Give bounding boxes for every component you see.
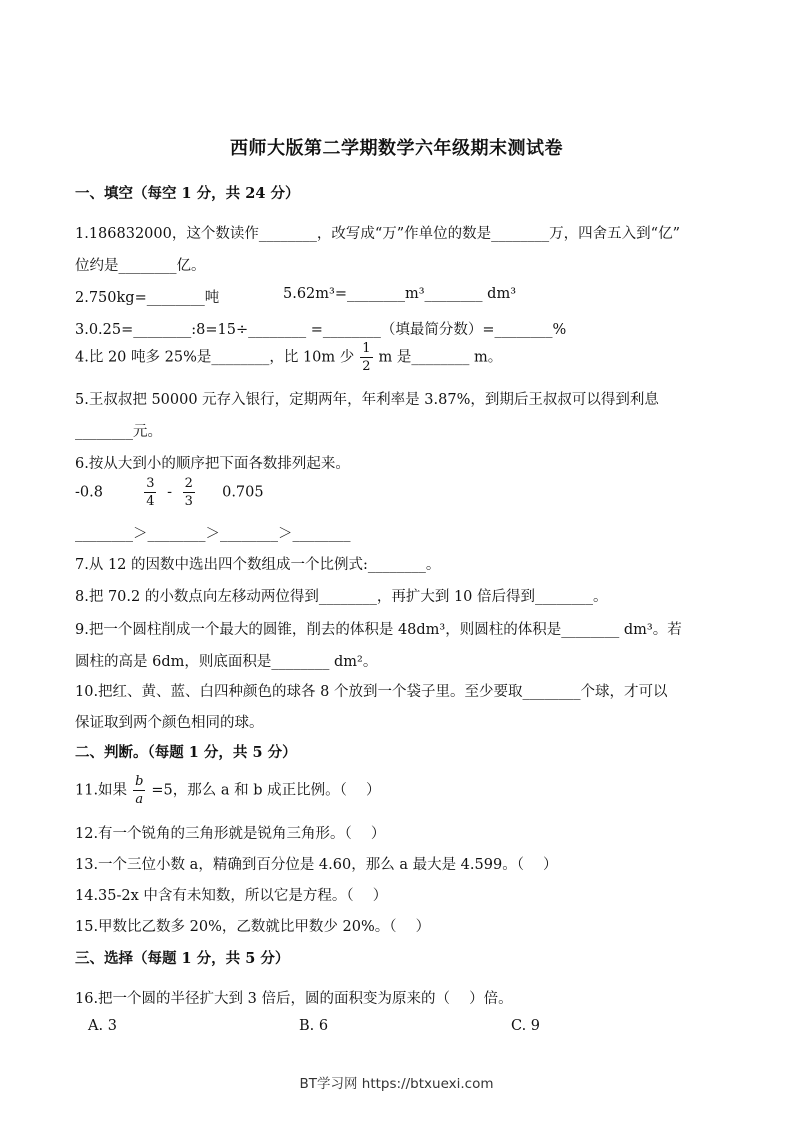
question-2-part-a: 2.750kg=________吨 (75, 290, 220, 306)
fraction-two-thirds (183, 475, 195, 510)
question-6-text: 6.按从大到小的顺序把下面各数排列起来。 (75, 456, 350, 472)
number-0-705: 0.705 (222, 484, 264, 501)
question-12: 12.有一个锐角的三角形就是锐角三角形。（ ） (75, 826, 386, 842)
option-a: A. 3 (88, 1018, 117, 1034)
fraction-denominator: 4 (146, 494, 155, 509)
number-negative-0-8: -0.8 (75, 484, 103, 501)
question-11-prefix: 11.如果 (75, 782, 128, 799)
question-7: 7.从 12 的因数中选出四个数组成一个比例式:________。 (75, 557, 441, 573)
question-5-line-1: 5.王叔叔把 50000 元存入银行，定期两年，年利率是 3.87%，到期后王叔叔可以得到利息 (75, 392, 659, 408)
fraction-denominator: a (135, 792, 144, 807)
question-6-numbers (75, 475, 264, 510)
question-15: 15.甲数比乙数多 20%，乙数就比甲数少 20%。（ ） (75, 919, 431, 935)
footer-watermark: BT学习网 https://btxuexi.com (299, 1076, 494, 1092)
question-8: 8.把 70.2 的小数点向左移动两位得到________，再扩大到 10 倍后得到________。 (75, 589, 608, 605)
page-title: 西师大版第二学期数学六年级期末测试卷 (230, 138, 563, 159)
fraction-b-over-a (133, 773, 145, 808)
question-1-line-2: 位约是________亿。 (75, 258, 206, 274)
question-11-suffix: =5，那么 a 和 b 成正比例。（ ） (151, 782, 381, 799)
question-1-line-1: 1.186832000，这个数读作________，改写成“万”作单位的数是________万，四舍五入到“亿” (75, 226, 681, 242)
question-10-line-1: 10.把红、黄、蓝、白四种颜色的球各 8 个放到一个袋子里。至少要取________个球，才可以 (75, 684, 668, 700)
fraction-one-half (360, 340, 372, 375)
minus-sign: - (167, 484, 172, 501)
question-4-suffix: m 是________ m。 (378, 349, 503, 366)
question-11 (75, 773, 381, 808)
fraction-denominator: 2 (362, 359, 371, 374)
section-heading-fill-blank: 一、填空（每空 1 分，共 24 分） (75, 185, 300, 202)
question-13: 13.一个三位小数 a，精确到百分位是 4.60，那么 a 最大是 4.599。（ ） (75, 857, 558, 873)
fraction-three-quarters (144, 475, 156, 510)
question-10-line-2: 保证取到两个颜色相同的球。 (75, 715, 264, 731)
fraction-numerator: 2 (184, 476, 193, 491)
question-16: 16.把一个圆的半径扩大到 3 倍后，圆的面积变为原来的（ ）倍。 (75, 991, 513, 1007)
question-14: 14.35-2x 中含有未知数，所以它是方程。（ ） (75, 888, 388, 904)
question-5-line-2: ________元。 (75, 424, 162, 440)
option-c: C. 9 (511, 1018, 541, 1034)
fraction-numerator: b (135, 774, 144, 789)
fraction-numerator: 1 (362, 341, 371, 356)
question-9-line-1: 9.把一个圆柱削成一个最大的圆锥，削去的体积是 48dm³，则圆柱的体积是________ dm³。若 (75, 622, 682, 638)
question-4-prefix: 4.比 20 吨多 25%是________，比 10m 少 (75, 349, 355, 366)
fraction-denominator: 3 (184, 494, 193, 509)
section-heading-true-false: 二、判断。（每题 1 分，共 5 分） (75, 744, 297, 761)
question-2-part-b: 5.62m³=________m³________ dm³ (283, 286, 517, 302)
question-9-line-2: 圆柱的高是 6dm，则底面积是________ dm²。 (75, 654, 378, 670)
question-4 (75, 340, 502, 375)
fraction-numerator: 3 (146, 476, 155, 491)
section-heading-multiple-choice: 三、选择（每题 1 分，共 5 分） (75, 950, 290, 967)
question-3: 3.0.25=________:8=15÷________ =________（填最简分数）=________% (75, 322, 567, 338)
question-6-answer-blanks: ________＞________＞________＞________ (75, 526, 351, 542)
option-b: B. 6 (299, 1018, 329, 1034)
